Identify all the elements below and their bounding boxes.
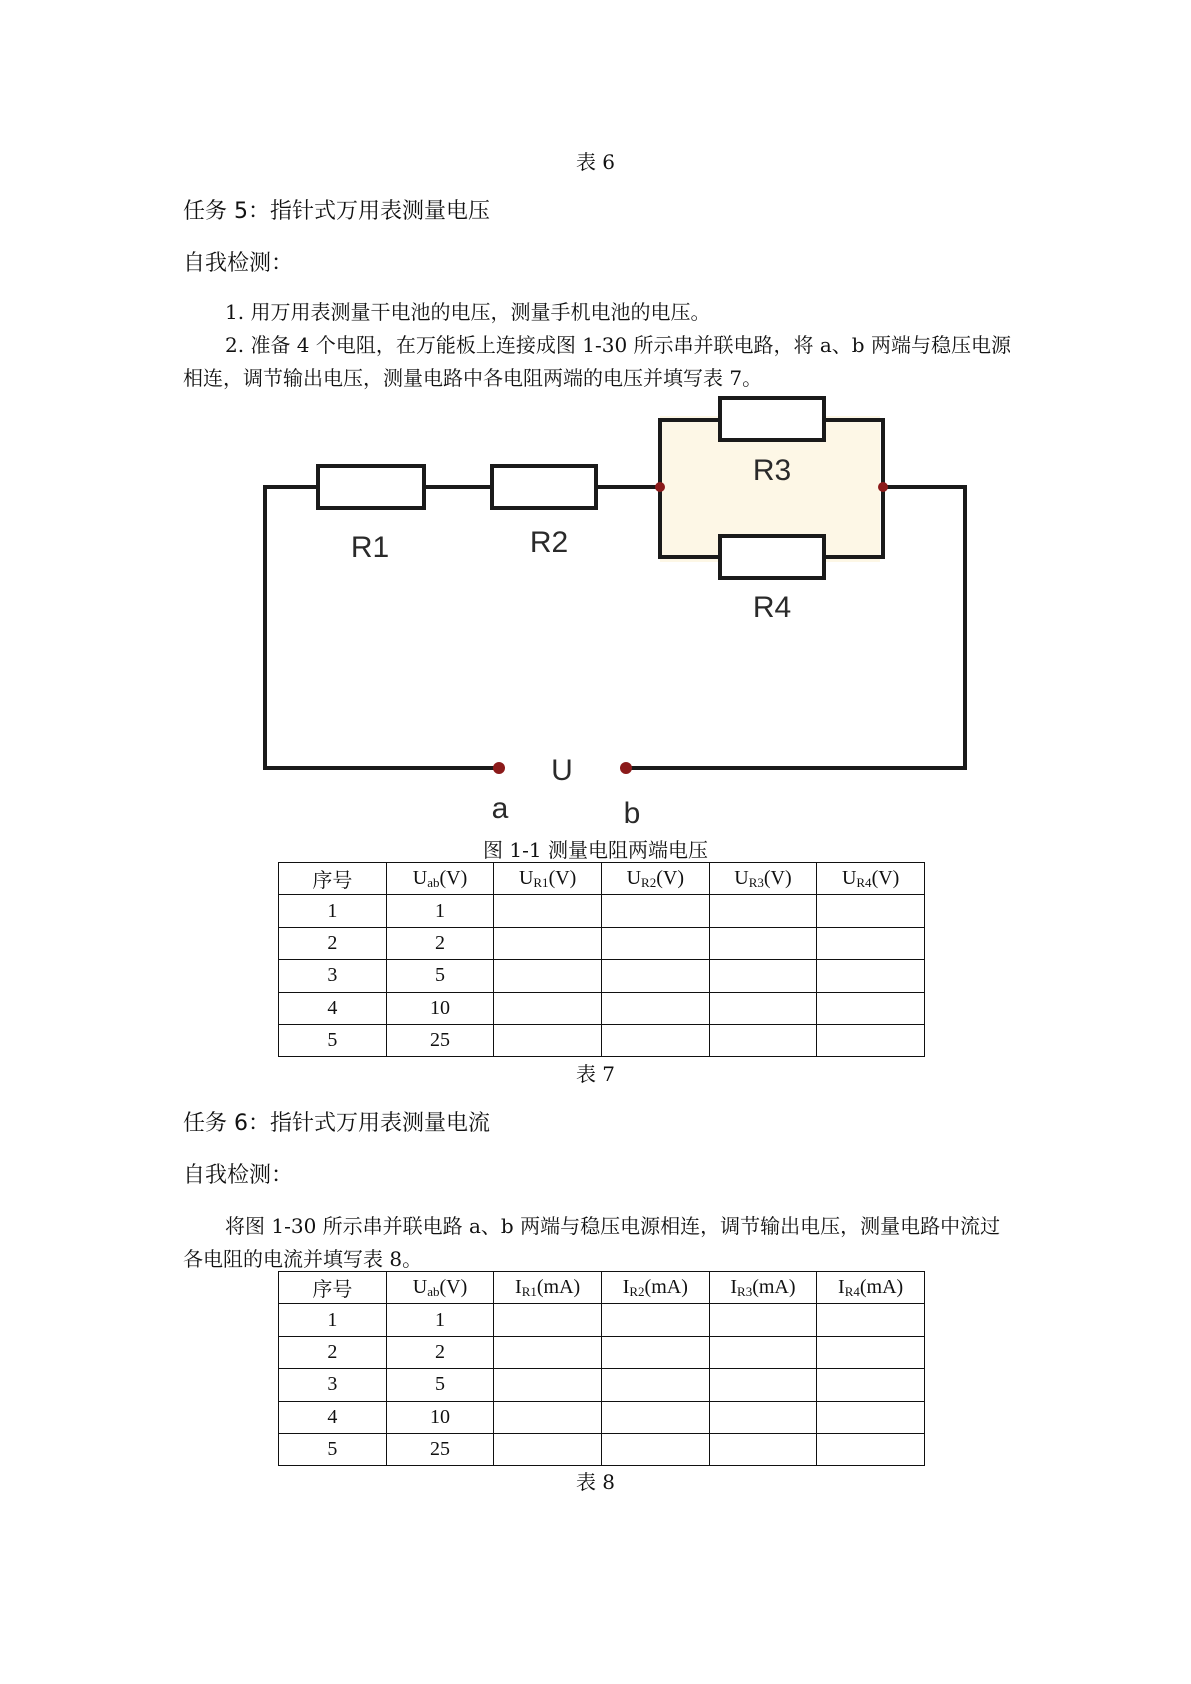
header-cell: 序号 bbox=[279, 1272, 387, 1304]
table-cell: 10 bbox=[386, 1401, 494, 1433]
table-cell: 1 bbox=[386, 895, 494, 927]
table-row bbox=[279, 960, 925, 992]
task5-item2: 2. 准备 4 个电阻，在万能板上连接成图 1-30 所示串并联电路，将 a、b 两端与稳压电源 bbox=[225, 333, 1011, 357]
header-cell: $U_{ab}(V)$ bbox=[386, 1272, 494, 1304]
task5-self-check: 自我检测： bbox=[183, 251, 294, 276]
table-row bbox=[279, 895, 925, 927]
table-cell[interactable] bbox=[817, 895, 925, 927]
label-r3: R3 bbox=[752, 454, 792, 487]
table-row bbox=[279, 1433, 925, 1465]
table-cell[interactable] bbox=[817, 927, 925, 959]
table-cell[interactable] bbox=[494, 1369, 602, 1401]
header-cell: $U_{ab}(V)$ bbox=[386, 863, 494, 895]
table7 bbox=[278, 862, 925, 1057]
table-row bbox=[279, 1304, 925, 1336]
table-row bbox=[279, 1401, 925, 1433]
table-cell[interactable] bbox=[601, 960, 709, 992]
label-r1: R1 bbox=[350, 531, 390, 564]
table-cell: 1 bbox=[279, 1304, 387, 1336]
table-row bbox=[279, 927, 925, 959]
table-cell[interactable] bbox=[494, 960, 602, 992]
table-cell: 3 bbox=[279, 960, 387, 992]
table-cell[interactable] bbox=[709, 992, 817, 1024]
table-row bbox=[279, 1369, 925, 1401]
table-cell[interactable] bbox=[817, 1433, 925, 1465]
junction-left bbox=[655, 482, 665, 492]
table-cell: 4 bbox=[279, 992, 387, 1024]
resistor-r3 bbox=[720, 398, 824, 440]
label-b: b bbox=[623, 797, 641, 830]
table-cell: 2 bbox=[386, 927, 494, 959]
table-cell[interactable] bbox=[709, 1369, 817, 1401]
header-cell: $U_{R2}(V)$ bbox=[601, 863, 709, 895]
table-cell[interactable] bbox=[494, 1433, 602, 1465]
table-header-row bbox=[279, 1272, 925, 1304]
table-header-row bbox=[279, 863, 925, 895]
table-cell[interactable] bbox=[817, 1304, 925, 1336]
table-cell[interactable] bbox=[709, 1336, 817, 1368]
table-cell[interactable] bbox=[817, 1336, 925, 1368]
header-cell: 序号 bbox=[279, 863, 387, 895]
table-cell: 1 bbox=[279, 895, 387, 927]
table-cell: 25 bbox=[386, 1024, 494, 1056]
task5-title: 任务 5：指针式万用表测量电压 bbox=[183, 199, 490, 224]
table-cell: 10 bbox=[386, 992, 494, 1024]
header-cell: $U_{R1}(V)$ bbox=[494, 863, 602, 895]
table-cell[interactable] bbox=[601, 895, 709, 927]
header-cell: $U_{R3}(V)$ bbox=[709, 863, 817, 895]
table-cell: 5 bbox=[279, 1433, 387, 1465]
table-cell[interactable] bbox=[709, 1304, 817, 1336]
table-cell[interactable] bbox=[709, 927, 817, 959]
task6-para-line1: 将图 1-30 所示串并联电路 a、b 两端与稳压电源相连，调节输出电压，测量电路中流过 bbox=[225, 1214, 1001, 1238]
terminal-a bbox=[493, 762, 505, 774]
header-cell: $I_{R4}(mA)$ bbox=[817, 1272, 925, 1304]
task6-self-check: 自我检测： bbox=[183, 1163, 294, 1188]
table-cell: 5 bbox=[386, 1369, 494, 1401]
table-cell: 1 bbox=[386, 1304, 494, 1336]
table-cell: 2 bbox=[279, 1336, 387, 1368]
resistor-r1 bbox=[318, 466, 424, 508]
task6-instructions bbox=[183, 1210, 1025, 1276]
table-cell: 2 bbox=[279, 927, 387, 959]
table-cell: 5 bbox=[279, 1024, 387, 1056]
header-cell: $I_{R2}(mA)$ bbox=[601, 1272, 709, 1304]
junction-right bbox=[878, 482, 888, 492]
table-cell: 3 bbox=[279, 1369, 387, 1401]
table-row bbox=[279, 1336, 925, 1368]
table-cell[interactable] bbox=[494, 1336, 602, 1368]
table-cell[interactable] bbox=[601, 1433, 709, 1465]
table-cell: 25 bbox=[386, 1433, 494, 1465]
table-cell: 5 bbox=[386, 960, 494, 992]
figure-caption: 图 1-1 测量电阻两端电压 bbox=[483, 838, 708, 862]
header-cell: $I_{R1}(mA)$ bbox=[494, 1272, 602, 1304]
table-cell[interactable] bbox=[601, 1304, 709, 1336]
table-row bbox=[279, 1024, 925, 1056]
task6-title: 任务 6：指针式万用表测量电流 bbox=[183, 1111, 490, 1136]
label-u: U bbox=[551, 754, 573, 787]
table-cell[interactable] bbox=[709, 960, 817, 992]
circuit-diagram bbox=[0, 380, 1191, 840]
table-cell[interactable] bbox=[601, 1024, 709, 1056]
header-cell: $U_{R4}(V)$ bbox=[817, 863, 925, 895]
table-cell[interactable] bbox=[817, 1024, 925, 1056]
task5-item1: 1. 用万用表测量干电池的电压，测量手机电池的电压。 bbox=[225, 300, 711, 324]
table8-caption: 表 8 bbox=[575, 1470, 616, 1494]
table-cell[interactable] bbox=[601, 1401, 709, 1433]
task6-para-line2: 各电阻的电流并填写表 8。 bbox=[183, 1247, 423, 1271]
table-cell[interactable] bbox=[601, 1369, 709, 1401]
table-cell[interactable] bbox=[601, 992, 709, 1024]
table-cell[interactable] bbox=[494, 895, 602, 927]
table-cell: 4 bbox=[279, 1401, 387, 1433]
table-cell[interactable] bbox=[494, 1401, 602, 1433]
table8 bbox=[278, 1271, 925, 1466]
table7-caption: 表 7 bbox=[575, 1062, 616, 1086]
table-cell[interactable] bbox=[709, 1433, 817, 1465]
table-cell[interactable] bbox=[494, 927, 602, 959]
table-cell[interactable] bbox=[709, 1024, 817, 1056]
table-cell[interactable] bbox=[709, 895, 817, 927]
table-row bbox=[279, 992, 925, 1024]
label-r2: R2 bbox=[529, 526, 569, 559]
label-r4: R4 bbox=[752, 591, 792, 624]
table-cell[interactable] bbox=[494, 992, 602, 1024]
table-cell[interactable] bbox=[817, 1401, 925, 1433]
table-cell[interactable] bbox=[817, 992, 925, 1024]
table-cell[interactable] bbox=[494, 1304, 602, 1336]
resistor-r4 bbox=[720, 536, 824, 578]
terminal-b bbox=[620, 762, 632, 774]
label-a: a bbox=[491, 792, 509, 825]
table-cell[interactable] bbox=[817, 1369, 925, 1401]
resistor-r2 bbox=[492, 466, 596, 508]
table-cell[interactable] bbox=[817, 960, 925, 992]
table-cell[interactable] bbox=[494, 1024, 602, 1056]
table-cell[interactable] bbox=[709, 1401, 817, 1433]
task5-item2-cont: 相连，调节输出电压，测量电路中各电阻两端的电压并填写表 7。 bbox=[183, 366, 763, 390]
header-cell: $I_{R3}(mA)$ bbox=[709, 1272, 817, 1304]
table-cell[interactable] bbox=[601, 1336, 709, 1368]
table6-caption: 表 6 bbox=[575, 150, 616, 174]
table-cell[interactable] bbox=[601, 927, 709, 959]
table-cell: 2 bbox=[386, 1336, 494, 1368]
